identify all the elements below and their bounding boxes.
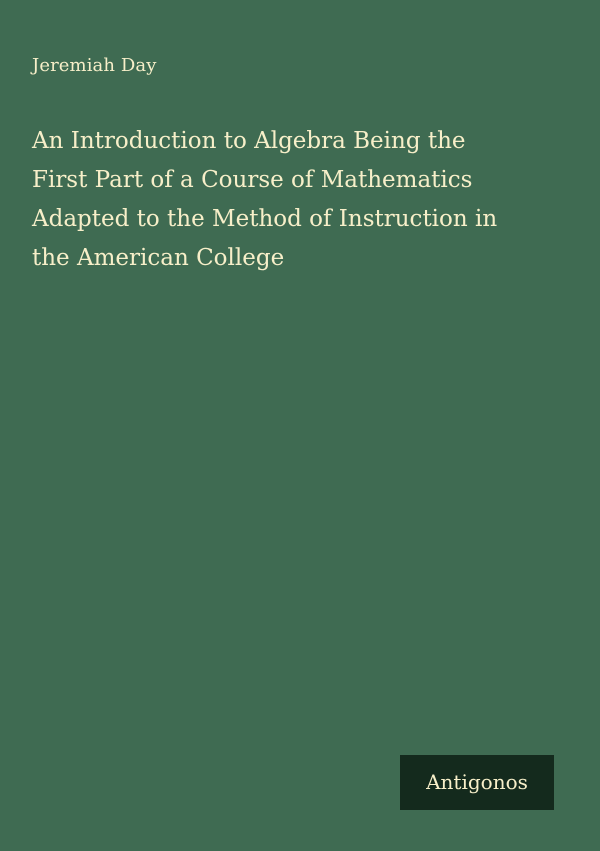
publisher-logo: Antigonos <box>400 755 554 810</box>
title-line: the American College <box>32 245 285 271</box>
title-line: An Introduction to Algebra Being the <box>32 128 466 154</box>
author-name: Jeremiah Day <box>32 55 157 76</box>
book-title <box>32 122 577 278</box>
title-line: First Part of a Course of Mathematics <box>32 167 473 193</box>
title-line: Adapted to the Method of Instruction in <box>32 206 498 232</box>
